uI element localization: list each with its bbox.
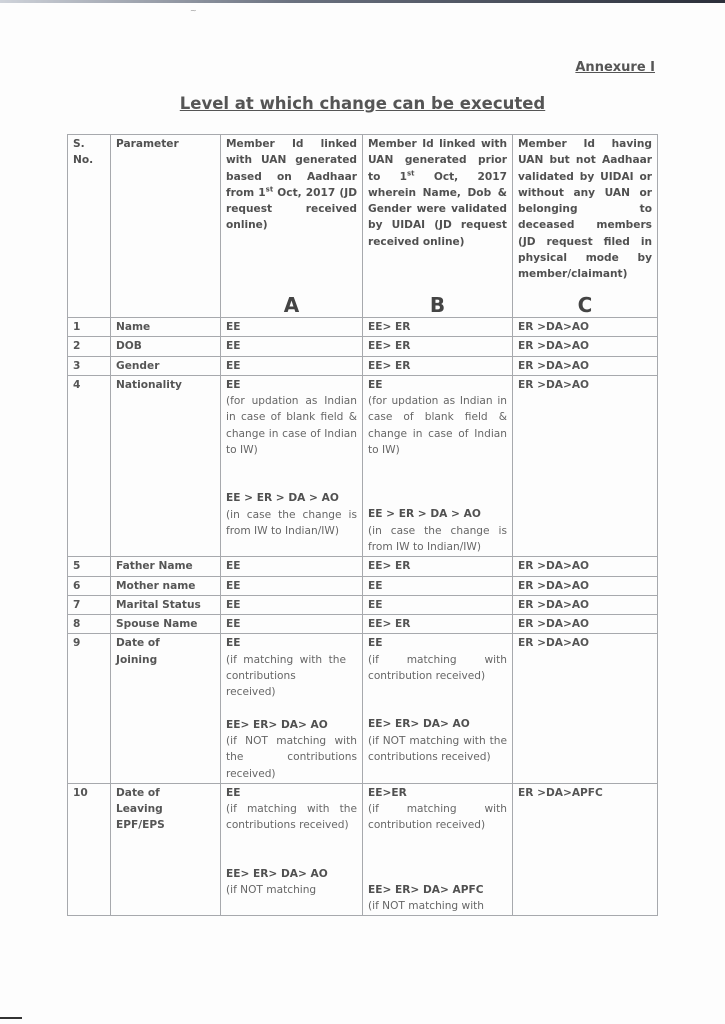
- level-chain: EE>ER: [368, 786, 407, 799]
- header-col-a-text: Member Id linked with UAN generated based on Aadhaar from 1st Oct, 2017 (JD request received online): [226, 138, 357, 232]
- row-col-b: [363, 783, 513, 915]
- page-title: Level at which change can be executed: [179, 94, 546, 113]
- row-col-b: EE> ER: [363, 615, 513, 634]
- row-col-c: ER >DA>AO: [513, 318, 658, 337]
- column-letter-a: A: [283, 293, 300, 317]
- table-row: [68, 595, 658, 614]
- table-row: [68, 375, 658, 556]
- level-chain: EE: [226, 786, 241, 799]
- header-parameter: Parameter: [111, 135, 221, 318]
- row-col-a: EE: [221, 595, 363, 614]
- row-sno: 10: [68, 783, 111, 915]
- row-col-c: ER >DA>AO: [513, 375, 658, 556]
- row-sno: 8: [68, 615, 111, 634]
- row-col-a: EE: [221, 615, 363, 634]
- level-note: (if matching with the contributions received): [226, 653, 346, 699]
- row-col-a: EE: [221, 557, 363, 576]
- level-chain: EE > ER > DA > AO: [226, 492, 339, 505]
- annexure-label: Annexure I: [575, 60, 655, 75]
- level-note: (if NOT matching with: [368, 900, 485, 913]
- row-col-b: EE: [363, 595, 513, 614]
- header-col-a: [221, 135, 363, 318]
- level-note: (if NOT matching with the contributions received): [226, 734, 357, 780]
- level-note: (if matching with contribution received): [368, 803, 507, 832]
- row-sno: 9: [68, 634, 111, 783]
- table-row: [68, 615, 658, 634]
- table-row: [68, 557, 658, 576]
- level-chain: EE > ER > DA > AO: [368, 508, 481, 521]
- row-col-c: ER >DA>AO: [513, 576, 658, 595]
- row-parameter: Marital Status: [111, 595, 221, 614]
- column-letter-b: B: [429, 293, 446, 317]
- row-col-a: EE: [221, 576, 363, 595]
- row-col-c: ER >DA>AO: [513, 595, 658, 614]
- level-chain: EE> ER> DA> AO: [368, 718, 470, 731]
- change-level-table: [67, 134, 658, 916]
- column-letter-c: C: [577, 293, 593, 317]
- table-row: [68, 318, 658, 337]
- scan-bottom-mark: [0, 1017, 22, 1019]
- level-note: (if NOT matching: [226, 884, 317, 897]
- row-col-b: EE> ER: [363, 557, 513, 576]
- row-sno: 4: [68, 375, 111, 556]
- row-parameter: Spouse Name: [111, 615, 221, 634]
- header-col-c: [513, 135, 658, 318]
- level-note: (if matching with the contributions received): [226, 803, 357, 832]
- row-parameter: Date of Joining: [111, 634, 221, 783]
- row-col-a: [221, 375, 363, 556]
- row-parameter: Father Name: [111, 557, 221, 576]
- row-col-c: ER >DA>APFC: [513, 783, 658, 915]
- level-chain: EE: [226, 378, 241, 391]
- row-sno: 7: [68, 595, 111, 614]
- table-row: [68, 634, 658, 783]
- header-row: [68, 135, 658, 318]
- level-note: (for updation as Indian in case of blank field & change in case of Indian to IW): [226, 395, 357, 457]
- table-row: [68, 356, 658, 375]
- row-col-b: [363, 634, 513, 783]
- level-chain: EE> ER> DA> APFC: [368, 883, 484, 896]
- row-col-c: ER >DA>AO: [513, 356, 658, 375]
- row-col-a: [221, 783, 363, 915]
- row-parameter: Name: [111, 318, 221, 337]
- table-row: [68, 783, 658, 915]
- table-row: [68, 337, 658, 356]
- row-col-c: ER >DA>AO: [513, 557, 658, 576]
- level-note: (in case the change is from IW to Indian/IW): [226, 508, 357, 537]
- level-note: (if matching with contribution received): [368, 653, 507, 683]
- row-sno: 1: [68, 318, 111, 337]
- header-col-b: [363, 135, 513, 318]
- row-sno: 6: [68, 576, 111, 595]
- header-col-b-text: Member Id linked with UAN generated prior to 1st Oct, 2017 wherein Name, Dob & Gender were validated by UIDAI (JD request received online): [368, 138, 507, 248]
- level-chain: EE: [226, 637, 241, 650]
- row-parameter: Mother name: [111, 576, 221, 595]
- row-col-b: [363, 375, 513, 556]
- row-col-c: ER >DA>AO: [513, 615, 658, 634]
- scan-mark: ~: [190, 6, 197, 15]
- row-col-b: EE: [363, 576, 513, 595]
- table-row: [68, 576, 658, 595]
- level-chain: EE> ER> DA> AO: [226, 718, 328, 731]
- row-col-a: EE: [221, 337, 363, 356]
- row-col-c: ER >DA>AO: [513, 634, 658, 783]
- level-chain: EE: [368, 378, 383, 391]
- row-col-c: ER >DA>AO: [513, 337, 658, 356]
- row-parameter: Gender: [111, 356, 221, 375]
- row-sno: 2: [68, 337, 111, 356]
- row-col-a: [221, 634, 363, 783]
- header-col-c-text: Member Id having UAN but not Aadhaar validated by UIDAI or without any UAN or belonging to deceased members (JD request filed in physical mode by member/claimant): [518, 138, 652, 281]
- row-sno: 3: [68, 356, 111, 375]
- row-col-b: EE> ER: [363, 318, 513, 337]
- row-col-a: EE: [221, 356, 363, 375]
- level-chain: EE> ER> DA> AO: [226, 867, 328, 880]
- level-note: (if NOT matching with the contributions received): [368, 734, 507, 763]
- row-col-b: EE> ER: [363, 337, 513, 356]
- row-parameter: Date of Leaving EPF/EPS: [111, 783, 221, 915]
- row-parameter: DOB: [111, 337, 221, 356]
- row-col-b: EE> ER: [363, 356, 513, 375]
- level-note: (for updation as Indian in case of blank field & change in case of Indian to IW): [368, 395, 507, 457]
- row-col-a: EE: [221, 318, 363, 337]
- level-chain: EE: [368, 637, 383, 650]
- header-sno: S. No.: [68, 135, 111, 318]
- scan-top-edge: [0, 0, 725, 3]
- row-parameter: Nationality: [111, 375, 221, 556]
- row-sno: 5: [68, 557, 111, 576]
- level-note: (in case the change is from IW to Indian/IW): [368, 524, 507, 553]
